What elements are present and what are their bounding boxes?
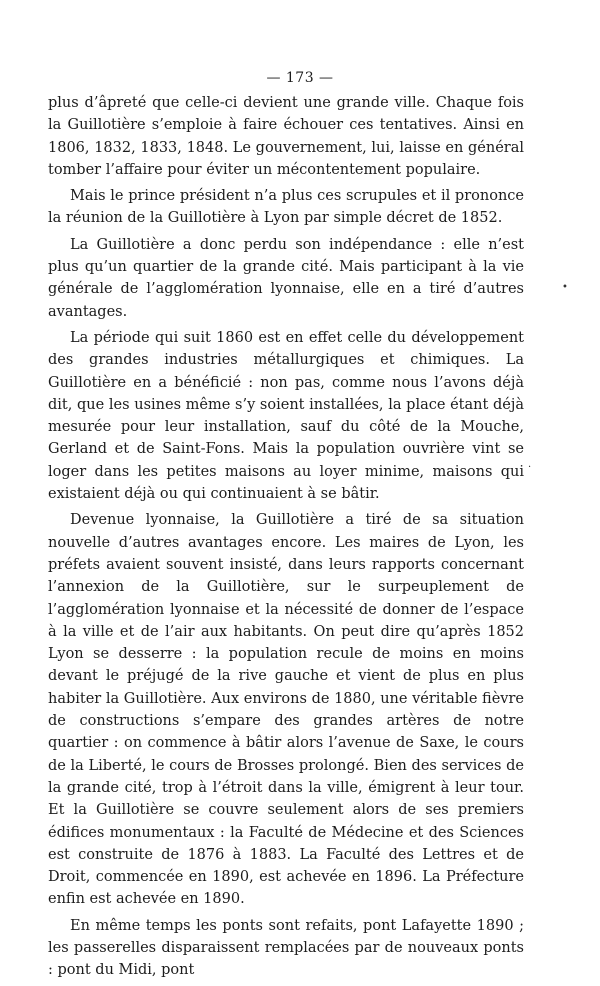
paragraph-5: Devenue lyonnaise, la Guillotière a tiré de sa situation nouvelle d’autres avantages encore. Les maires de Lyon, les préfets avaient souvent insisté, dans leurs rapports concernant l’annexion de la Guillotière, sur le surpeuplement de l’agglomération lyonnaise et la nécessité de donner de l’espace à la ville et de l’air aux habitants. On peut dire qu’après 1852 Lyon se desserre : la population recule de moins en moins devant le préjugé de la rive gauche et vient de plus en plus habiter la Guillotière. Aux environs de 1880, une véritable fièvre de constructions s’empare des grandes artères de notre quartier : on commence à bâtir alors l’avenue de Saxe, le cours de la Liberté, le cours de Brosses prolongé. Bien des services de la grande cité, trop à l’étroit dans la ville, émigrent à leur tour. Et la Guillotière se couvre seulement alors de ses premiers édifices monumentaux : la Faculté de Médecine et des Sciences est construite de 1876 à 1883. La Faculté des Lettres et de Droit, commencée en 1890, est achevée en 1896. La Préfecture enfin est achevée en 1890. [48,512,524,908]
paragraph-4: La période qui suit 1860 est en effet celle du développement des grandes industries métallurgiques et chimiques. La Guillotière en a bénéficié : non pas, comme nous l’avons déjà dit, que les usines même s’y soient installées, la place étant déjà mesurée pour leur installation, sauf du côté de la Mouche, Gerland et de Saint-Fons. Mais la population ouvrière vint se loger dans les petites maisons au loyer minime, maisons qui existaient déjà ou qui continuaient à se bâtir. [48,329,524,503]
paragraph-3: La Guillotière a donc perdu son indépendance : elle n’est plus qu’un quartier de la grande cité. Mais participant à la vie générale de l’agglomération lyonnaise, elle en a tiré d’autres avantages. [48,236,524,320]
margin-mark: • [562,282,568,293]
paragraph-6: En même temps les ponts sont refaits, pont Lafayette 1890 ; les passerelles disparaissent remplacées par de nouveaux ponts : pont du Midi, pont [48,917,524,979]
paragraph-1: plus d’âpreté que celle-ci devient une grande ville. Chaque fois la Guillotière s’emploie à faire échouer ces tentatives. Ainsi en 1806, 1832, 1833, 1848. Le gouvernement, lui, laisse en général tomber l’affaire pour éviter un mécontentement populaire. [48,95,524,178]
paragraph-2: Mais le prince président n’a plus ces scrupules et il prononce la réunion de la Guillotière à Lyon par simple décret de 1852. [48,188,524,227]
page-number: — 173 — [266,70,334,86]
body-text [48,92,524,986]
margin-mark: · [528,462,532,473]
